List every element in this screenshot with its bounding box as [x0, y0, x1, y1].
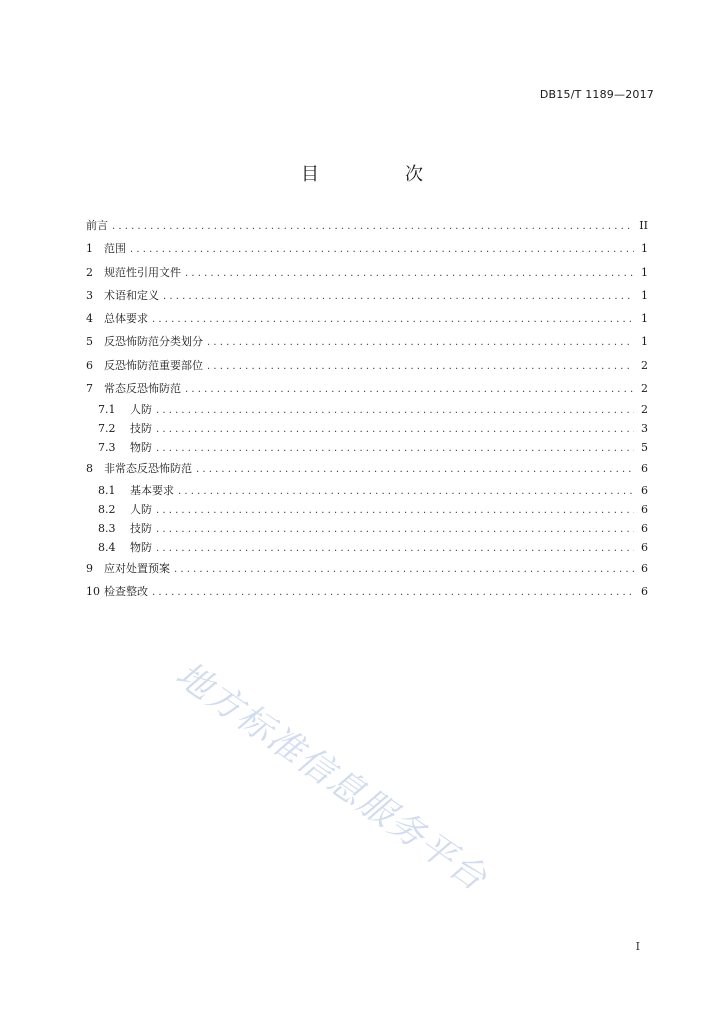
toc-entry-page: 1 [641, 312, 648, 326]
toc-entry-label: 应对处置预案 [104, 561, 170, 575]
toc-entry-label: 人防 [130, 502, 152, 516]
toc-entry-page: 5 [641, 441, 648, 455]
toc-entry[interactable] [86, 557, 648, 580]
page-title: 目 次 [301, 164, 457, 185]
toc-entry-label: 总体要求 [104, 312, 148, 326]
toc-entry-number: 2 [86, 265, 93, 279]
toc-entry-page: 2 [641, 358, 648, 372]
toc-entry-label: 技防 [130, 521, 152, 535]
toc-entry-label: 规范性引用文件 [104, 265, 181, 279]
toc-entry-number: 8 [86, 462, 93, 476]
toc-entry[interactable] [86, 330, 648, 353]
toc-entry-number: 8.1 [98, 483, 116, 497]
toc-entry-page: 6 [641, 540, 648, 554]
toc-entry-page: 6 [641, 521, 648, 535]
toc-entry-label: 反恐怖防范重要部位 [104, 358, 203, 372]
toc-leader-dots [156, 439, 634, 458]
toc-entry[interactable] [86, 580, 648, 603]
toc-entry-page: 3 [641, 422, 648, 436]
toc-entry-number: 7.2 [98, 422, 116, 436]
toc-entry-number: 8.4 [98, 540, 116, 554]
toc-entry-label: 反恐怖防范分类划分 [104, 335, 203, 349]
toc-entry-page: 6 [641, 561, 648, 575]
toc-leader-dots [112, 215, 634, 238]
toc-entry[interactable] [86, 307, 648, 330]
toc-entry-page: 1 [641, 288, 648, 302]
toc-entry-page: 1 [641, 265, 648, 279]
toc-leader-dots [156, 501, 634, 520]
toc-entry-number: 7.1 [98, 403, 116, 417]
toc-leader-dots [207, 355, 634, 378]
toc-entry-label: 常态反恐怖防范 [104, 382, 181, 396]
toc-entry-label: 物防 [130, 540, 152, 554]
toc-entry-label: 人防 [130, 403, 152, 417]
toc-leader-dots [156, 401, 634, 420]
toc-entry-page: 6 [641, 502, 648, 516]
toc-entry-label: 技防 [130, 422, 152, 436]
toc-entry[interactable] [86, 438, 648, 457]
toc-entry-number: 1 [86, 242, 93, 256]
toc-entry-page: 2 [641, 382, 648, 396]
watermark: 地方标准信息服务平台 [168, 654, 495, 900]
toc-leader-dots [156, 539, 634, 558]
toc-entry-label: 前言 [86, 219, 108, 232]
toc-entry-label: 非常态反恐怖防范 [104, 462, 192, 476]
toc-entry[interactable] [86, 538, 648, 557]
toc-leader-dots [152, 308, 634, 331]
toc-entry-page: 1 [641, 335, 648, 349]
toc-leader-dots [196, 458, 634, 481]
toc-entry-label: 检查整改 [104, 584, 148, 598]
toc-entry-number: 4 [86, 312, 93, 326]
toc-entry-label: 术语和定义 [104, 288, 159, 302]
toc-entry-label: 物防 [130, 441, 152, 455]
toc-entry-page: 1 [641, 242, 648, 256]
toc-leader-dots [156, 420, 634, 439]
toc-entry[interactable] [86, 214, 648, 237]
toc-entry-page: 6 [641, 483, 648, 497]
table-of-contents [86, 214, 648, 603]
toc-entry[interactable] [86, 457, 648, 480]
doc-code: DB15/T 1189—2017 [539, 88, 654, 101]
toc-entry-number: 9 [86, 561, 93, 575]
toc-entry[interactable] [86, 519, 648, 538]
toc-entry-number: 8.3 [98, 521, 116, 535]
toc-leader-dots [178, 482, 634, 501]
toc-entry[interactable] [86, 261, 648, 284]
toc-leader-dots [156, 520, 634, 539]
toc-leader-dots [185, 378, 634, 401]
toc-entry-number: 6 [86, 358, 93, 372]
toc-leader-dots [174, 558, 634, 581]
toc-entry-number: 7 [86, 382, 93, 396]
toc-entry[interactable] [86, 377, 648, 400]
toc-leader-dots [207, 331, 634, 354]
toc-leader-dots [130, 238, 634, 261]
toc-entry-number: 5 [86, 335, 93, 349]
toc-entry-number: 3 [86, 288, 93, 302]
toc-entry[interactable] [86, 500, 648, 519]
toc-entry[interactable] [86, 419, 648, 438]
toc-entry[interactable] [86, 237, 648, 260]
toc-leader-dots [185, 262, 634, 285]
toc-entry-label: 范围 [104, 242, 126, 256]
toc-entry[interactable] [86, 481, 648, 500]
toc-entry-page: 2 [641, 403, 648, 417]
toc-entry-label: 基本要求 [130, 483, 174, 497]
toc-entry-page: 6 [641, 462, 648, 476]
toc-entry-number: 10 [86, 584, 100, 598]
toc-entry[interactable] [86, 400, 648, 419]
toc-entry[interactable] [86, 354, 648, 377]
toc-entry-page: 6 [641, 584, 648, 598]
toc-leader-dots [163, 285, 634, 308]
toc-entry-page: II [639, 219, 648, 232]
toc-entry-number: 7.3 [98, 441, 116, 455]
footer-page-number: I [635, 940, 640, 953]
toc-entry[interactable] [86, 284, 648, 307]
toc-entry-number: 8.2 [98, 502, 116, 516]
toc-leader-dots [152, 581, 634, 604]
